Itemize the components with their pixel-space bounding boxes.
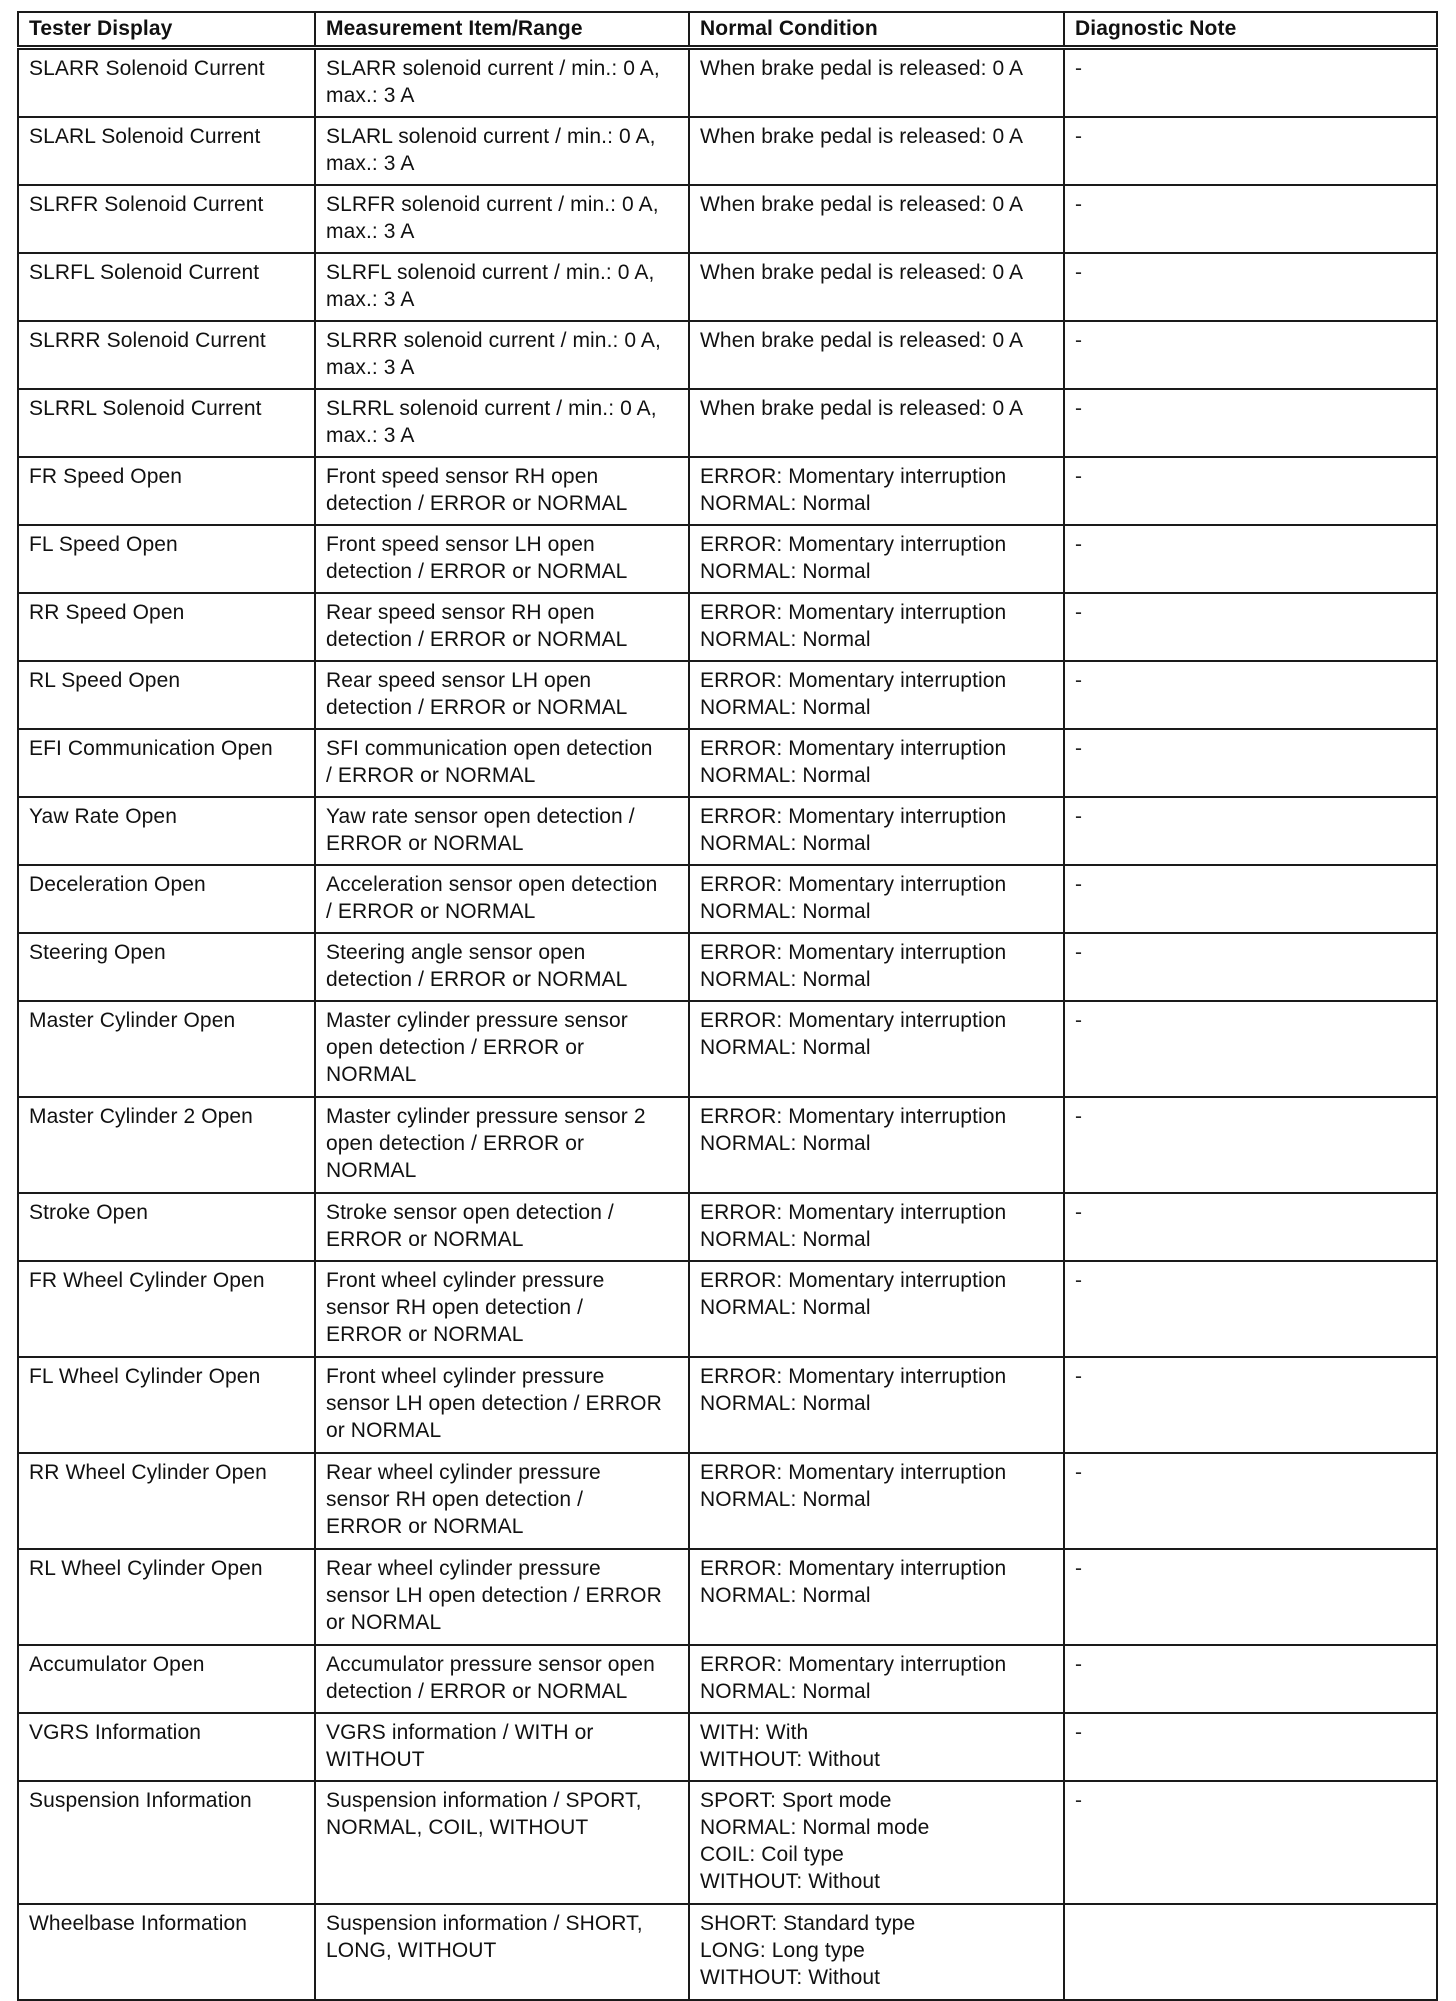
cell-measurement-item: Front speed sensor RH open detection / ERROR or NORMAL bbox=[315, 457, 689, 525]
cell-measurement-item: Acceleration sensor open detection / ERROR or NORMAL bbox=[315, 865, 689, 933]
cell-tester-display: FL Wheel Cylinder Open bbox=[18, 1357, 315, 1453]
cell-measurement-item: Master cylinder pressure sensor open detection / ERROR or NORMAL bbox=[315, 1001, 689, 1097]
cell-tester-display: SLARR Solenoid Current bbox=[18, 48, 315, 118]
cell-diagnostic-note: - bbox=[1064, 865, 1437, 933]
cell-diagnostic-note: - bbox=[1064, 593, 1437, 661]
table-row bbox=[18, 1453, 1437, 1549]
table-row bbox=[18, 1713, 1437, 1781]
table-body bbox=[18, 48, 1437, 2001]
cell-measurement-item: Front wheel cylinder pressure sensor LH open detection / ERROR or NORMAL bbox=[315, 1357, 689, 1453]
cell-tester-display: RR Speed Open bbox=[18, 593, 315, 661]
table-row bbox=[18, 1193, 1437, 1261]
cell-normal-condition: ERROR: Momentary interruption NORMAL: Normal bbox=[689, 933, 1064, 1001]
cell-normal-condition: ERROR: Momentary interruption NORMAL: Normal bbox=[689, 1453, 1064, 1549]
cell-measurement-item: Rear wheel cylinder pressure sensor RH open detection / ERROR or NORMAL bbox=[315, 1453, 689, 1549]
cell-tester-display: Master Cylinder 2 Open bbox=[18, 1097, 315, 1193]
data-list-table bbox=[17, 11, 1438, 2001]
cell-measurement-item: VGRS information / WITH or WITHOUT bbox=[315, 1713, 689, 1781]
cell-normal-condition: ERROR: Momentary interruption NORMAL: Normal bbox=[689, 1193, 1064, 1261]
cell-tester-display: SLRRR Solenoid Current bbox=[18, 321, 315, 389]
cell-tester-display: Stroke Open bbox=[18, 1193, 315, 1261]
cell-measurement-item: Front wheel cylinder pressure sensor RH open detection / ERROR or NORMAL bbox=[315, 1261, 689, 1357]
cell-normal-condition: ERROR: Momentary interruption NORMAL: Normal bbox=[689, 593, 1064, 661]
header-normal-condition: Normal Condition bbox=[689, 12, 1064, 48]
table-row bbox=[18, 865, 1437, 933]
cell-normal-condition: ERROR: Momentary interruption NORMAL: Normal bbox=[689, 457, 1064, 525]
cell-measurement-item: SFI communication open detection / ERROR or NORMAL bbox=[315, 729, 689, 797]
cell-measurement-item: SLARL solenoid current / min.: 0 A, max.: 3 A bbox=[315, 117, 689, 185]
cell-normal-condition: ERROR: Momentary interruption NORMAL: Normal bbox=[689, 1645, 1064, 1713]
cell-diagnostic-note: - bbox=[1064, 1781, 1437, 1904]
table-row bbox=[18, 593, 1437, 661]
cell-tester-display: SLARL Solenoid Current bbox=[18, 117, 315, 185]
table-row bbox=[18, 661, 1437, 729]
cell-normal-condition: ERROR: Momentary interruption NORMAL: Normal bbox=[689, 525, 1064, 593]
cell-diagnostic-note: - bbox=[1064, 321, 1437, 389]
table-row bbox=[18, 525, 1437, 593]
cell-tester-display: Steering Open bbox=[18, 933, 315, 1001]
table-row bbox=[18, 253, 1437, 321]
cell-measurement-item: SLRFL solenoid current / min.: 0 A, max.: 3 A bbox=[315, 253, 689, 321]
cell-tester-display: Master Cylinder Open bbox=[18, 1001, 315, 1097]
table-row bbox=[18, 321, 1437, 389]
cell-measurement-item: Rear speed sensor LH open detection / ERROR or NORMAL bbox=[315, 661, 689, 729]
cell-measurement-item: Suspension information / SHORT, LONG, WITHOUT bbox=[315, 1904, 689, 2000]
cell-tester-display: RR Wheel Cylinder Open bbox=[18, 1453, 315, 1549]
cell-diagnostic-note: - bbox=[1064, 253, 1437, 321]
cell-tester-display: RL Speed Open bbox=[18, 661, 315, 729]
cell-measurement-item: SLRRR solenoid current / min.: 0 A, max.: 3 A bbox=[315, 321, 689, 389]
cell-diagnostic-note: - bbox=[1064, 48, 1437, 118]
cell-measurement-item: SLRFR solenoid current / min.: 0 A, max.: 3 A bbox=[315, 185, 689, 253]
cell-diagnostic-note: - bbox=[1064, 1713, 1437, 1781]
cell-diagnostic-note: - bbox=[1064, 185, 1437, 253]
table-row bbox=[18, 797, 1437, 865]
cell-diagnostic-note: - bbox=[1064, 117, 1437, 185]
cell-diagnostic-note: - bbox=[1064, 389, 1437, 457]
cell-tester-display: EFI Communication Open bbox=[18, 729, 315, 797]
table-row bbox=[18, 1904, 1437, 2000]
table-row bbox=[18, 457, 1437, 525]
cell-measurement-item: Accumulator pressure sensor open detection / ERROR or NORMAL bbox=[315, 1645, 689, 1713]
table-row bbox=[18, 389, 1437, 457]
cell-normal-condition: When brake pedal is released: 0 A bbox=[689, 321, 1064, 389]
table-row bbox=[18, 1357, 1437, 1453]
cell-normal-condition: When brake pedal is released: 0 A bbox=[689, 253, 1064, 321]
table-row bbox=[18, 1549, 1437, 1645]
cell-diagnostic-note: - bbox=[1064, 457, 1437, 525]
table-row bbox=[18, 1097, 1437, 1193]
cell-normal-condition: ERROR: Momentary interruption NORMAL: Normal bbox=[689, 797, 1064, 865]
cell-tester-display: Wheelbase Information bbox=[18, 1904, 315, 2000]
cell-tester-display: RL Wheel Cylinder Open bbox=[18, 1549, 315, 1645]
cell-diagnostic-note: - bbox=[1064, 1453, 1437, 1549]
header-tester-display: Tester Display bbox=[18, 12, 315, 48]
cell-tester-display: Deceleration Open bbox=[18, 865, 315, 933]
cell-measurement-item: Stroke sensor open detection / ERROR or NORMAL bbox=[315, 1193, 689, 1261]
cell-normal-condition: SPORT: Sport mode NORMAL: Normal mode COIL: Coil type WITHOUT: Without bbox=[689, 1781, 1064, 1904]
header-diagnostic-note: Diagnostic Note bbox=[1064, 12, 1437, 48]
cell-normal-condition: When brake pedal is released: 0 A bbox=[689, 48, 1064, 118]
table-row bbox=[18, 729, 1437, 797]
header-measurement-item: Measurement Item/Range bbox=[315, 12, 689, 48]
cell-tester-display: Yaw Rate Open bbox=[18, 797, 315, 865]
cell-tester-display: VGRS Information bbox=[18, 1713, 315, 1781]
cell-normal-condition: ERROR: Momentary interruption NORMAL: Normal bbox=[689, 1549, 1064, 1645]
cell-diagnostic-note: - bbox=[1064, 1357, 1437, 1453]
cell-tester-display: SLRFR Solenoid Current bbox=[18, 185, 315, 253]
document-page bbox=[17, 11, 1436, 2001]
cell-tester-display: FL Speed Open bbox=[18, 525, 315, 593]
cell-normal-condition: ERROR: Momentary interruption NORMAL: Normal bbox=[689, 1097, 1064, 1193]
cell-measurement-item: SLARR solenoid current / min.: 0 A, max.: 3 A bbox=[315, 48, 689, 118]
cell-diagnostic-note: - bbox=[1064, 933, 1437, 1001]
cell-tester-display: Suspension Information bbox=[18, 1781, 315, 1904]
cell-diagnostic-note: - bbox=[1064, 661, 1437, 729]
cell-diagnostic-note bbox=[1064, 1904, 1437, 2000]
cell-normal-condition: ERROR: Momentary interruption NORMAL: Normal bbox=[689, 865, 1064, 933]
table-row bbox=[18, 48, 1437, 118]
cell-diagnostic-note: - bbox=[1064, 1193, 1437, 1261]
cell-measurement-item: Master cylinder pressure sensor 2 open detection / ERROR or NORMAL bbox=[315, 1097, 689, 1193]
table-row bbox=[18, 1261, 1437, 1357]
table-row bbox=[18, 185, 1437, 253]
cell-diagnostic-note: - bbox=[1064, 1001, 1437, 1097]
cell-measurement-item: Suspension information / SPORT, NORMAL, COIL, WITHOUT bbox=[315, 1781, 689, 1904]
cell-normal-condition: When brake pedal is released: 0 A bbox=[689, 185, 1064, 253]
table-row bbox=[18, 1001, 1437, 1097]
table-row bbox=[18, 933, 1437, 1001]
cell-normal-condition: ERROR: Momentary interruption NORMAL: Normal bbox=[689, 1357, 1064, 1453]
cell-tester-display: SLRFL Solenoid Current bbox=[18, 253, 315, 321]
cell-measurement-item: Steering angle sensor open detection / ERROR or NORMAL bbox=[315, 933, 689, 1001]
cell-diagnostic-note: - bbox=[1064, 1645, 1437, 1713]
cell-measurement-item: Front speed sensor LH open detection / ERROR or NORMAL bbox=[315, 525, 689, 593]
table-row bbox=[18, 117, 1437, 185]
table-header-row bbox=[18, 12, 1437, 48]
cell-diagnostic-note: - bbox=[1064, 525, 1437, 593]
cell-normal-condition: WITH: With WITHOUT: Without bbox=[689, 1713, 1064, 1781]
cell-diagnostic-note: - bbox=[1064, 797, 1437, 865]
cell-tester-display: FR Wheel Cylinder Open bbox=[18, 1261, 315, 1357]
cell-diagnostic-note: - bbox=[1064, 1549, 1437, 1645]
cell-diagnostic-note: - bbox=[1064, 1261, 1437, 1357]
cell-measurement-item: Rear wheel cylinder pressure sensor LH open detection / ERROR or NORMAL bbox=[315, 1549, 689, 1645]
table-row bbox=[18, 1645, 1437, 1713]
cell-normal-condition: ERROR: Momentary interruption NORMAL: Normal bbox=[689, 1261, 1064, 1357]
cell-tester-display: Accumulator Open bbox=[18, 1645, 315, 1713]
table-row bbox=[18, 1781, 1437, 1904]
cell-diagnostic-note: - bbox=[1064, 729, 1437, 797]
cell-normal-condition: ERROR: Momentary interruption NORMAL: Normal bbox=[689, 729, 1064, 797]
cell-normal-condition: ERROR: Momentary interruption NORMAL: Normal bbox=[689, 1001, 1064, 1097]
cell-normal-condition: SHORT: Standard type LONG: Long type WITHOUT: Without bbox=[689, 1904, 1064, 2000]
cell-normal-condition: ERROR: Momentary interruption NORMAL: Normal bbox=[689, 661, 1064, 729]
cell-normal-condition: When brake pedal is released: 0 A bbox=[689, 117, 1064, 185]
cell-tester-display: SLRRL Solenoid Current bbox=[18, 389, 315, 457]
cell-measurement-item: Yaw rate sensor open detection / ERROR or NORMAL bbox=[315, 797, 689, 865]
cell-tester-display: FR Speed Open bbox=[18, 457, 315, 525]
cell-diagnostic-note: - bbox=[1064, 1097, 1437, 1193]
cell-measurement-item: Rear speed sensor RH open detection / ERROR or NORMAL bbox=[315, 593, 689, 661]
cell-normal-condition: When brake pedal is released: 0 A bbox=[689, 389, 1064, 457]
cell-measurement-item: SLRRL solenoid current / min.: 0 A, max.: 3 A bbox=[315, 389, 689, 457]
